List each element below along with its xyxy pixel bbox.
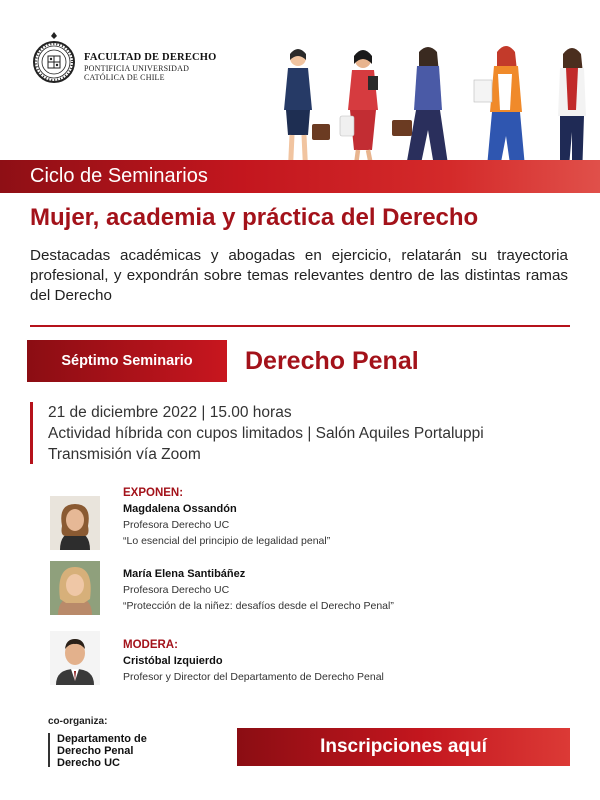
series-description: Destacadas académicas y abogadas en ejercicio, relatarán su trayectoria profesional, y expondrán sobre temas relevantes dentro de las distintas ramas del Derecho	[30, 247, 568, 304]
moderator-label: MODERA:	[123, 639, 178, 651]
seminar-number-badge	[27, 340, 227, 382]
faculty-line-1: FACULTAD DE DERECHO	[84, 52, 217, 63]
event-info	[48, 402, 484, 465]
speakers-label: EXPONEN:	[123, 487, 184, 499]
moderator-portrait-icon	[50, 631, 100, 685]
event-stream: Transmisión vía Zoom	[48, 446, 201, 463]
faculty-name	[84, 52, 217, 82]
speaker-photo	[50, 496, 100, 550]
speakers-block	[123, 485, 330, 549]
series-title: Ciclo de Seminarios	[30, 165, 208, 187]
moderator-role: Profesor y Director del Departamento de Derecho Penal	[123, 671, 384, 683]
page-title: Mujer, academia y práctica del Derecho	[30, 204, 479, 231]
speaker-portrait-icon	[50, 561, 100, 615]
coorganizer-line-2: Derecho Penal	[57, 745, 134, 757]
coorganizer-line-1: Departamento de	[57, 733, 147, 745]
faculty-line-3: CATÓLICA DE CHILE	[84, 73, 165, 83]
moderator-photo	[50, 631, 100, 685]
coorganizer-name	[57, 733, 147, 769]
speaker-block	[123, 566, 394, 614]
register-button[interactable]	[237, 728, 570, 766]
speaker-portrait-icon	[50, 496, 100, 550]
faculty-line-2: PONTIFICIA UNIVERSIDAD	[84, 64, 190, 74]
seminar-number-label: Séptimo Seminario	[61, 353, 193, 369]
seminar-topic: Derecho Penal	[245, 347, 419, 375]
info-accent-bar	[30, 402, 33, 464]
speaker-talk: “Protección de la niñez: desafíos desde el Derecho Penal”	[123, 600, 394, 612]
coorganizer-label: co-organiza:	[48, 716, 108, 727]
coorganizer-line-3: Derecho UC	[57, 757, 120, 769]
speaker-talk: “Lo esencial del principio de legalidad penal”	[123, 535, 331, 547]
coorganizer-accent-bar	[48, 733, 50, 767]
register-button-label: Inscripciones aquí	[320, 736, 487, 757]
speaker-role: Profesora Derecho UC	[123, 519, 230, 531]
speaker-name: María Elena Santibáñez	[123, 568, 246, 580]
moderator-name: Cristóbal Izquierdo	[123, 655, 223, 667]
moderator-block	[123, 637, 384, 685]
divider	[30, 325, 570, 327]
speaker-name: Magdalena Ossandón	[123, 503, 237, 515]
speaker-photo	[50, 561, 100, 615]
event-date: 21 de diciembre 2022 | 15.00 horas	[48, 404, 292, 421]
speaker-role: Profesora Derecho UC	[123, 584, 230, 596]
event-modality: Actividad híbrida con cupos limitados | Salón Aquiles Portaluppi	[48, 425, 484, 442]
university-seal-icon	[32, 30, 76, 86]
